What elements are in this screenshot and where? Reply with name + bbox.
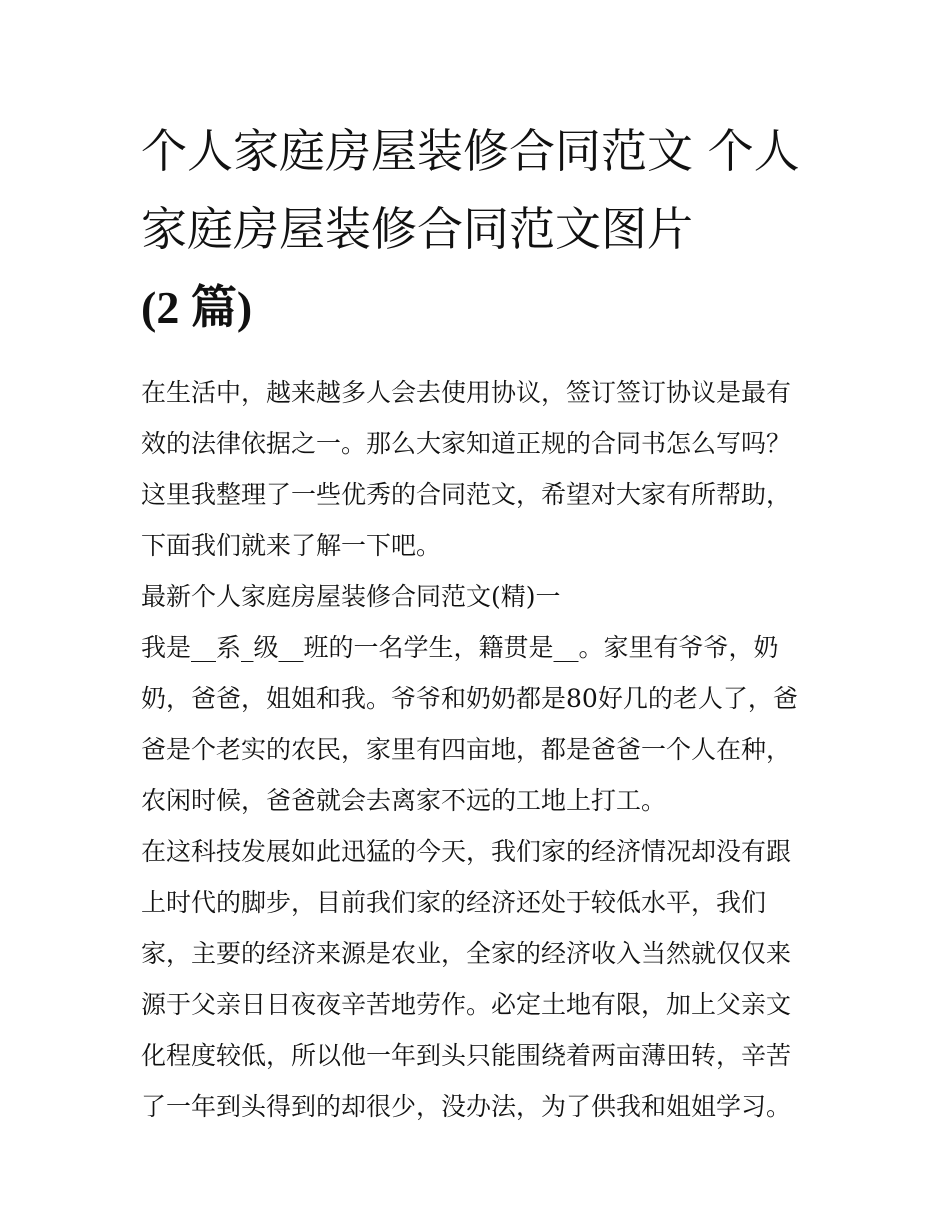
document-content <box>141 112 813 1132</box>
title-main: 个人家庭房屋装修合同范文 个人家庭房屋装修合同范文图片 <box>141 124 800 256</box>
paragraph-intro: 在生活中，越来越多人会去使用协议，签订签订协议是最有效的法律依据之一。那么大家知道正规的合同书怎么写吗？这里我整理了一些优秀的合同范文，希望对大家有所帮助，下面我们就来了解一下吧。 <box>141 378 792 560</box>
paragraph-family: 我是__系_级__班的一名学生，籍贯是__。家里有爷爷，奶奶，爸爸，姐姐和我。爷爷和奶奶都是80好几的老人了，爸爸是个老实的农民，家里有四亩地，都是爸爸一个人在种，农闲时候，爸爸就会去离家不远的工地上打工。 <box>141 633 798 815</box>
document-title <box>141 112 813 347</box>
paragraph-economy: 在这科技发展如此迅猛的今天，我们家的经济情况却没有跟上时代的脚步，目前我们家的经济还处于较低水平，我们家，主要的经济来源是农业，全家的经济收入当然就仅仅来源于父亲日日夜夜辛苦地劳作。必定土地有限，加上父亲文化程度较低，所以他一年到头只能围绕着两亩薄田转，辛苦了一年到头得到的却很少，没办法，为了供我和姐姐学习。 <box>141 837 792 1121</box>
title-block <box>141 112 813 347</box>
section-heading: 最新个人家庭房屋装修合同范文(精)一 <box>141 582 561 611</box>
title-suffix: (2 篇) <box>141 282 253 333</box>
